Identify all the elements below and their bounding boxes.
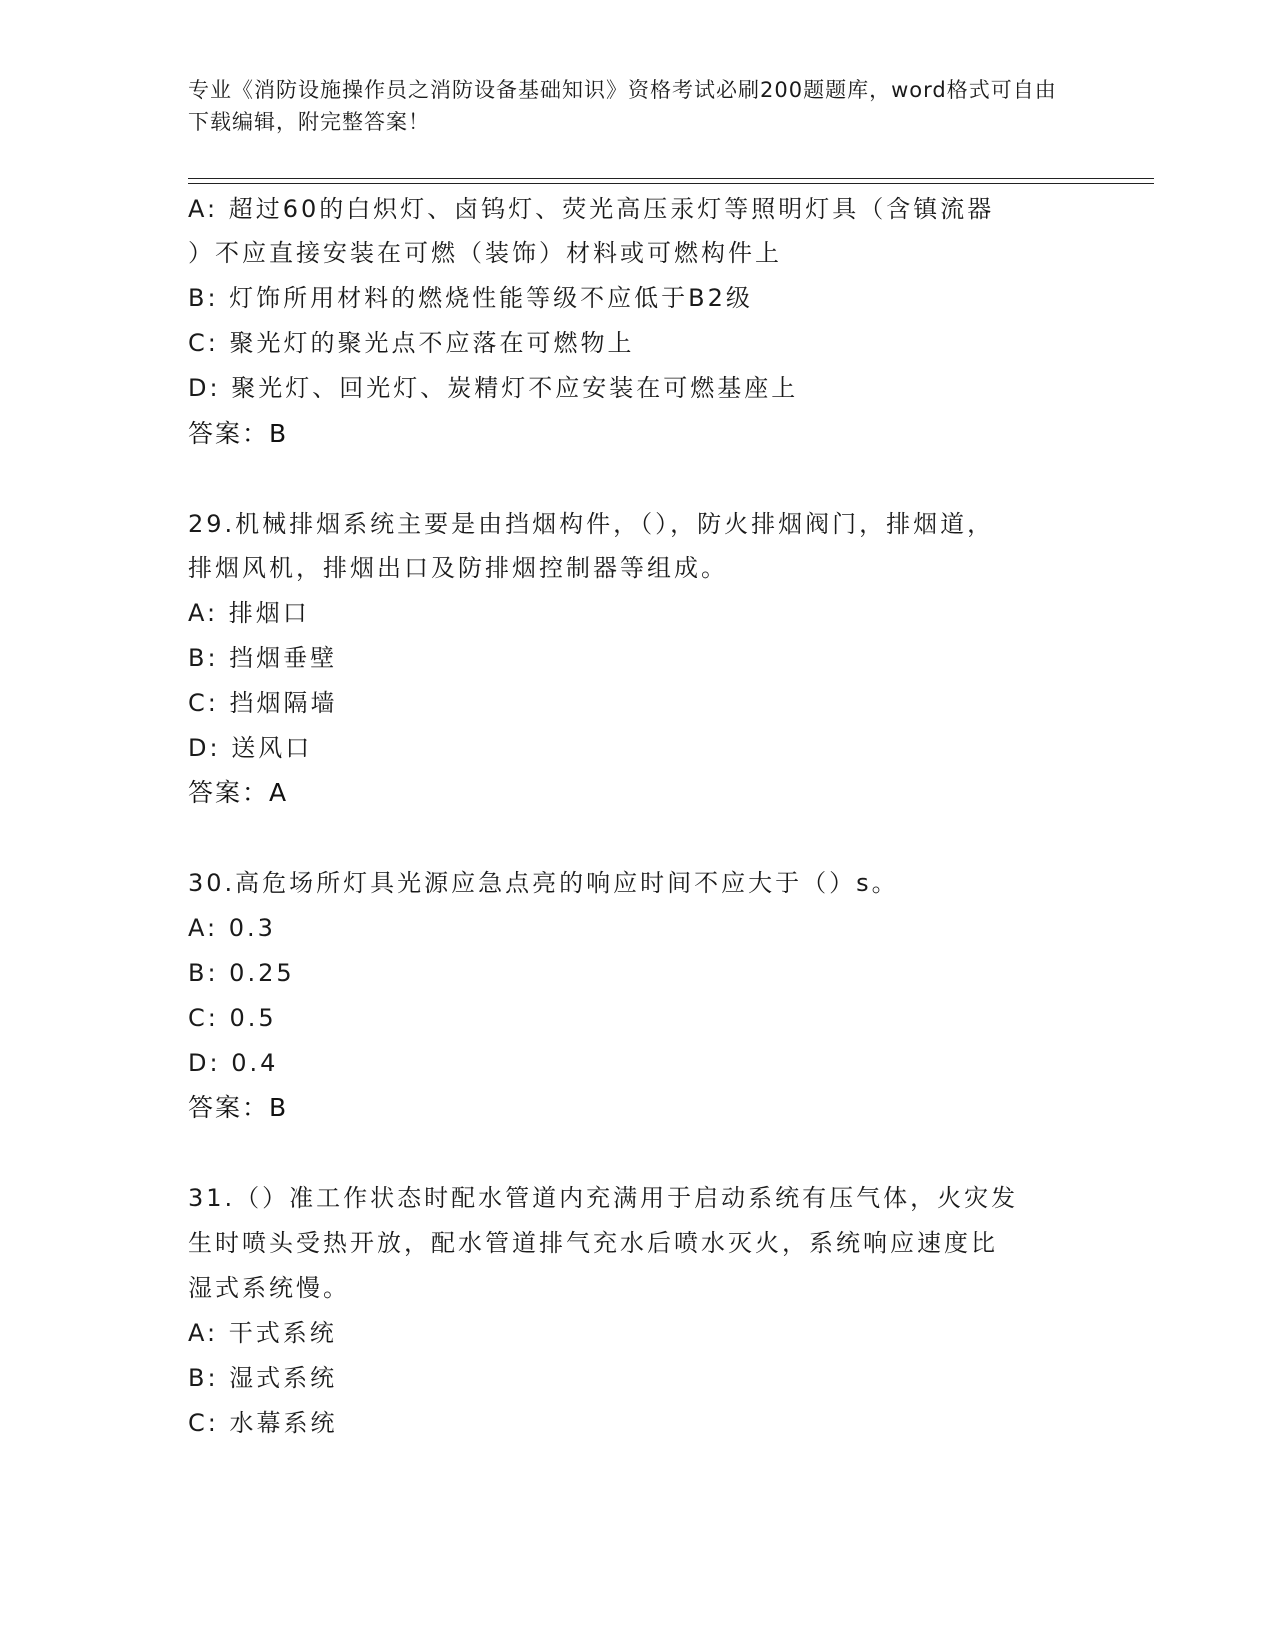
q31-option-a: A: 干式系统	[188, 1319, 337, 1347]
q29-answer: 答案：A	[188, 778, 289, 807]
q30-option-b: B: 0.25	[188, 959, 295, 987]
header-divider-top	[188, 178, 1154, 179]
q29-stem: 29.机械排烟系统主要是由挡烟构件，（），防火排烟阀门，排烟道，	[188, 510, 995, 538]
header-divider-bottom	[188, 183, 1154, 184]
q29-option-a: A: 排烟口	[188, 599, 310, 627]
q31-option-b: B: 湿式系统	[188, 1364, 338, 1392]
document-header: 专业《消防设施操作员之消防设备基础知识》资格考试必刷200题题库，word格式可自由下载编辑，附完整答案！	[188, 78, 1057, 134]
q31-option-c: C: 水幕系统	[188, 1409, 338, 1437]
q28-answer: 答案：B	[188, 419, 289, 448]
q30-answer: 答案：B	[188, 1093, 289, 1122]
q30-option-a: A: 0.3	[188, 914, 276, 942]
q29-stem-continued: 排烟风机，排烟出口及防排烟控制器等组成。	[188, 554, 728, 582]
q28-option-a: A: 超过60的白炽灯、卤钨灯、荧光高压汞灯等照明灯具（含镇流器	[188, 195, 995, 223]
q29-option-b: B: 挡烟垂壁	[188, 644, 338, 672]
q28-option-a-continued: ）不应直接安装在可燃（装饰）材料或可燃构件上	[188, 239, 782, 267]
q28-option-d: D: 聚光灯、回光灯、炭精灯不应安装在可燃基座上	[188, 374, 799, 402]
q30-option-d: D: 0.4	[188, 1049, 279, 1077]
q29-option-d: D: 送风口	[188, 734, 313, 762]
q30-option-c: C: 0.5	[188, 1004, 277, 1032]
q31-stem-continued-2: 湿式系统慢。	[188, 1274, 350, 1302]
q28-option-b: B: 灯饰所用材料的燃烧性能等级不应低于B2级	[188, 284, 753, 312]
q31-stem: 31.（）准工作状态时配水管道内充满用于启动系统有压气体，火灾发	[188, 1184, 1019, 1212]
q29-option-c: C: 挡烟隔墙	[188, 689, 338, 717]
q30-stem: 30.高危场所灯具光源应急点亮的响应时间不应大于（）s。	[188, 869, 899, 897]
q28-option-c: C: 聚光灯的聚光点不应落在可燃物上	[188, 329, 635, 357]
q31-stem-continued: 生时喷头受热开放，配水管道排气充水后喷水灭火，系统响应速度比	[188, 1229, 998, 1257]
